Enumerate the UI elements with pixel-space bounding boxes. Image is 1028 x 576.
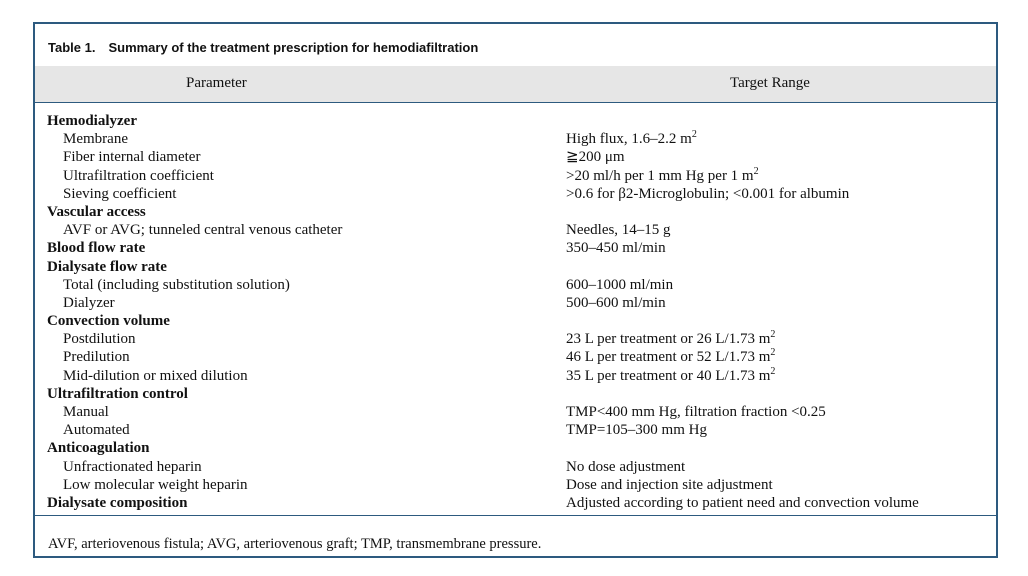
table-row — [35, 348, 996, 366]
parameter-cell: Unfractionated heparin — [63, 458, 202, 475]
target-range-cell — [566, 148, 625, 166]
target-range-text: >20 ml/h per 1 mm Hg per 1 m — [566, 167, 754, 184]
table-row — [35, 276, 996, 294]
table-row — [35, 167, 996, 185]
target-range-text: Needles, 14–15 g — [566, 222, 671, 239]
target-range-cell — [566, 403, 826, 421]
parameter-cell: Automated — [63, 422, 130, 439]
table-frame — [33, 22, 998, 558]
target-range-cell — [566, 167, 759, 185]
table-row — [35, 385, 996, 403]
parameter-cell: Dialyzer — [63, 294, 115, 311]
section-heading: Ultrafiltration control — [47, 385, 188, 402]
table-row — [35, 258, 996, 276]
column-header-parameter: Parameter — [186, 75, 247, 91]
target-range-text: ≧200 μm — [566, 149, 625, 166]
target-range-text: 500–600 ml/min — [566, 294, 666, 311]
target-range-text: TMP=105–300 mm Hg — [566, 422, 707, 439]
table-caption — [48, 40, 478, 55]
footer-rule — [35, 515, 996, 516]
target-range-cell — [566, 185, 849, 203]
table-row — [35, 130, 996, 148]
target-range-text: TMP<400 mm Hg, filtration fraction <0.25 — [566, 404, 826, 420]
table-title: Summary of the treatment prescription for hemodiafiltration — [108, 40, 479, 55]
table-footnote: AVF, arteriovenous fistula; AVG, arteriovenous graft; TMP, transmembrane pressure. — [48, 536, 542, 552]
target-range-text: 35 L per treatment or 40 L/1.73 m — [566, 367, 771, 384]
table-row — [35, 239, 996, 257]
target-range-text: Adjusted according to patient need and convection volume — [566, 494, 919, 511]
table-row — [35, 367, 996, 385]
table-row — [35, 185, 996, 203]
superscript: 2 — [770, 329, 776, 341]
section-heading: Anticoagulation — [47, 440, 150, 457]
target-range-cell — [566, 458, 685, 476]
target-range-cell — [566, 330, 775, 348]
section-heading: Vascular access — [47, 203, 146, 220]
column-header-target-range: Target Range — [730, 75, 810, 91]
table-row — [35, 203, 996, 221]
parameter-cell: Membrane — [63, 131, 128, 148]
parameter-cell: Fiber internal diameter — [63, 149, 201, 166]
table-label: Table 1. — [48, 40, 96, 55]
parameter-cell: Ultrafiltration coefficient — [63, 167, 214, 184]
target-range-cell — [566, 239, 666, 257]
target-range-cell — [566, 421, 707, 439]
table-row — [35, 403, 996, 421]
target-range-cell — [566, 494, 919, 512]
parameter-cell: AVF or AVG; tunneled central venous catheter — [63, 222, 343, 239]
table-row — [35, 330, 996, 348]
target-range-cell — [566, 130, 697, 148]
parameter-cell: Manual — [63, 404, 109, 420]
superscript: 2 — [770, 365, 776, 377]
target-range-text: No dose adjustment — [566, 458, 686, 475]
target-range-text: 46 L per treatment or 52 L/1.73 m — [566, 349, 771, 366]
superscript: 2 — [770, 347, 776, 359]
section-heading: Convection volume — [47, 313, 170, 330]
parameter-cell: Low molecular weight heparin — [63, 476, 248, 493]
table-row — [35, 439, 996, 457]
target-range-text: 23 L per treatment or 26 L/1.73 m — [566, 331, 771, 348]
header-rule — [35, 102, 996, 103]
target-range-text: High flux, 1.6–2.2 m — [566, 131, 692, 148]
target-range-text: >0.6 for β2-Microglobulin; <0.001 for albumin — [566, 185, 850, 202]
section-heading: Dialysate flow rate — [47, 258, 167, 275]
superscript: 2 — [753, 165, 759, 177]
target-range-cell — [566, 221, 671, 239]
target-range-text: 600–1000 ml/min — [566, 276, 674, 293]
superscript: 2 — [691, 129, 697, 141]
target-range-cell — [566, 294, 666, 312]
section-heading: Hemodialyzer — [47, 113, 137, 129]
target-range-text: 350–450 ml/min — [566, 240, 666, 257]
section-heading: Blood flow rate — [47, 240, 146, 257]
table-row — [35, 294, 996, 312]
table-row — [35, 312, 996, 330]
target-range-cell — [566, 348, 775, 366]
target-range-text: Dose and injection site adjustment — [566, 476, 773, 493]
parameter-cell: Total (including substitution solution) — [63, 276, 290, 293]
table-header — [35, 66, 996, 102]
target-range-cell — [566, 367, 775, 385]
target-range-cell — [566, 276, 673, 294]
table-row — [35, 421, 996, 439]
table-row — [35, 148, 996, 166]
table-row — [35, 476, 996, 494]
table-row — [35, 112, 996, 130]
parameter-cell: Postdilution — [63, 331, 136, 348]
parameter-cell: Predilution — [63, 349, 130, 366]
section-heading: Dialysate composition — [47, 494, 188, 511]
table-row — [35, 458, 996, 476]
table-body — [35, 112, 996, 512]
table-row — [35, 494, 996, 512]
parameter-cell: Sieving coefficient — [63, 185, 177, 202]
target-range-cell — [566, 476, 773, 494]
table-row — [35, 221, 996, 239]
parameter-cell: Mid-dilution or mixed dilution — [63, 367, 248, 384]
